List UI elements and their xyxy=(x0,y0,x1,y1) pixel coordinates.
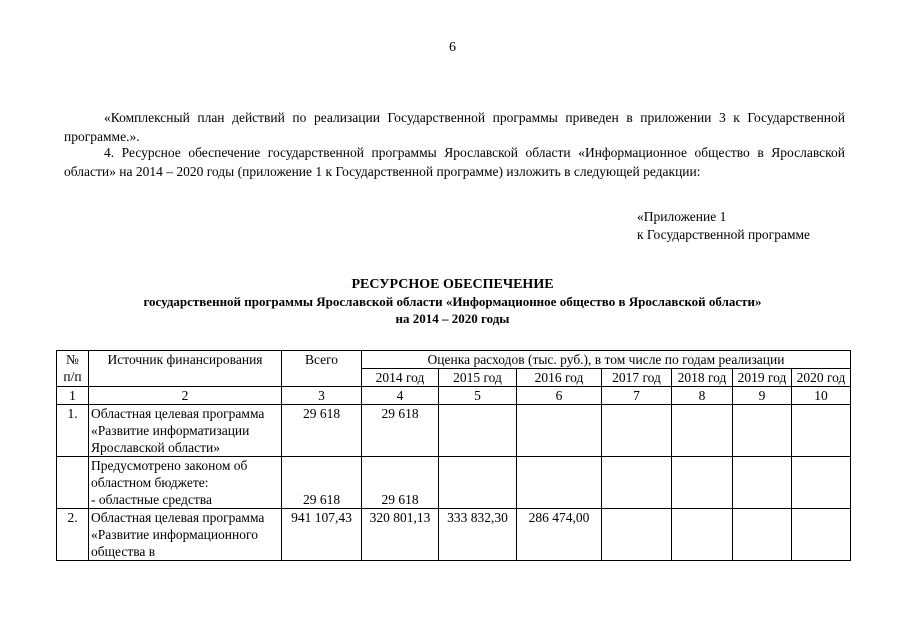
row-2017 xyxy=(602,405,672,457)
row-total: 941 107,43 xyxy=(282,509,362,561)
header-year: 2015 год xyxy=(439,369,517,387)
table-header-row xyxy=(57,351,851,369)
resources-table xyxy=(56,350,851,561)
column-number: 7 xyxy=(602,387,672,405)
row-2020 xyxy=(792,509,851,561)
row-2016 xyxy=(517,405,602,457)
row-2019 xyxy=(733,509,792,561)
column-number: 3 xyxy=(282,387,362,405)
row-2017 xyxy=(602,457,672,509)
header-year: 2017 год xyxy=(602,369,672,387)
row-source-subline: - областные средства xyxy=(91,492,212,507)
row-2014: 29 618 xyxy=(362,457,439,509)
document-heading xyxy=(0,276,905,327)
row-2018 xyxy=(672,405,733,457)
column-number: 9 xyxy=(733,387,792,405)
appendix-reference xyxy=(637,208,810,244)
heading-title: РЕСУРСНОЕ ОБЕСПЕЧЕНИЕ xyxy=(351,277,554,292)
paragraph-plan-text: «Комплексный план действий по реализации Государственной программы приведен в приложении 3 к Государственной программе.». xyxy=(64,110,845,144)
column-number: 8 xyxy=(672,387,733,405)
header-year: 2020 год xyxy=(792,369,851,387)
row-2020 xyxy=(792,405,851,457)
row-num: 2. xyxy=(57,509,89,561)
column-number: 5 xyxy=(439,387,517,405)
row-2019 xyxy=(733,457,792,509)
heading-subtitle: государственной программы Ярославской области «Информационное общество в Ярославской области» xyxy=(143,294,762,309)
header-year: 2016 год xyxy=(517,369,602,387)
paragraph-resources xyxy=(64,143,845,181)
column-number: 1 xyxy=(57,387,89,405)
row-source xyxy=(89,457,282,509)
row-2014: 320 801,13 xyxy=(362,509,439,561)
row-num: 1. xyxy=(57,405,89,457)
column-number: 4 xyxy=(362,387,439,405)
heading-period: на 2014 – 2020 годы xyxy=(395,311,510,326)
row-total: 29 618 xyxy=(282,457,362,509)
column-number: 10 xyxy=(792,387,851,405)
header-source: Источник финансирования xyxy=(89,351,282,387)
row-2020 xyxy=(792,457,851,509)
row-2015 xyxy=(439,457,517,509)
appendix-line-2: к Государственной программе xyxy=(637,227,811,242)
row-2015: 333 832,30 xyxy=(439,509,517,561)
header-total: Всего xyxy=(282,351,362,387)
row-2016: 286 474,00 xyxy=(517,509,602,561)
appendix-line-1: «Приложение 1 xyxy=(637,209,727,224)
row-2016 xyxy=(517,457,602,509)
row-num xyxy=(57,457,89,509)
page-number: 6 xyxy=(449,40,456,55)
row-2017 xyxy=(602,509,672,561)
header-year: 2014 год xyxy=(362,369,439,387)
header-year: 2019 год xyxy=(733,369,792,387)
table-row xyxy=(57,405,851,457)
header-estimate: Оценка расходов (тыс. руб.), в том числе по годам реализации xyxy=(362,351,851,369)
table-row xyxy=(57,457,851,509)
paragraph-resources-text: 4. Ресурсное обеспечение государственной программы Ярославской области «Информационное общество в Ярославской области» на 2014 – 2020 годы (приложение 1 к Государственной программе) изложить в следующей редакции: xyxy=(64,145,845,179)
paragraph-plan xyxy=(64,108,845,146)
column-number: 2 xyxy=(89,387,282,405)
column-number: 6 xyxy=(517,387,602,405)
table-column-numbers-row xyxy=(57,387,851,405)
row-source-line: Предусмотрено законом об областном бюджете: xyxy=(91,458,248,490)
row-2014: 29 618 xyxy=(362,405,439,457)
row-source: Областная целевая программа «Развитие информатизации Ярославской области» xyxy=(89,405,282,457)
row-2018 xyxy=(672,457,733,509)
header-num: № п/п xyxy=(57,351,89,387)
table-row xyxy=(57,509,851,561)
header-year: 2018 год xyxy=(672,369,733,387)
row-source: Областная целевая программа «Развитие информационного общества в xyxy=(89,509,282,561)
row-2015 xyxy=(439,405,517,457)
row-total: 29 618 xyxy=(282,405,362,457)
row-2019 xyxy=(733,405,792,457)
row-2018 xyxy=(672,509,733,561)
